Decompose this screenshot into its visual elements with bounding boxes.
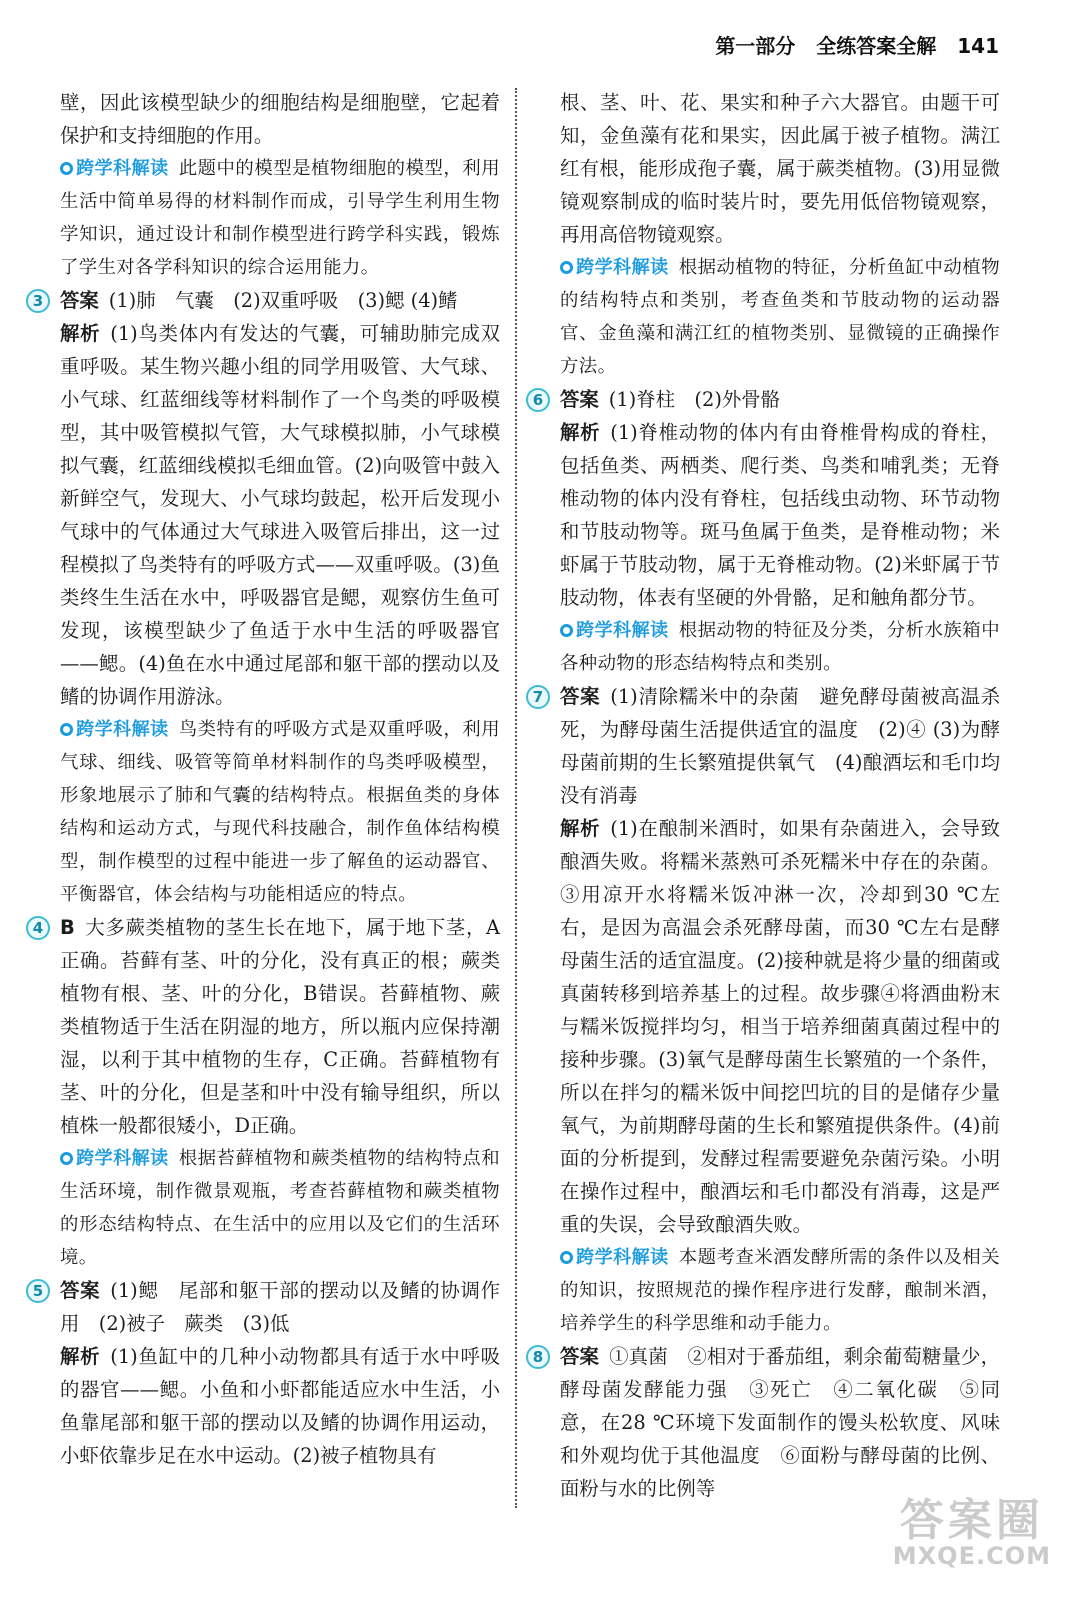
question-number: 6 [526,388,550,412]
question-number: 5 [26,1279,50,1303]
left-column [32,86,501,1472]
interdisciplinary-label: 跨学科解读 [60,1148,169,1169]
circle-icon [60,162,73,175]
question-number: 8 [526,1345,550,1369]
answer-choice: B [60,916,75,939]
question-number: 4 [26,916,50,940]
interdisciplinary-note: 跨学科解读 根据苔藓植物和蕨类植物的结构特点和生活环境，制作微景观瓶，考查苔藓植物和蕨类植物的形态结构特点、在生活中的应用以及它们的生活环境。 [60,1148,500,1268]
circle-icon [60,1152,73,1165]
interdisciplinary-label: 跨学科解读 [60,719,169,740]
question-4-answer: 4 B 大多蕨类植物的茎生长在地下，属于地下茎，A正确。苔藓有茎、叶的分化，没有真正的根；蕨类植物有根、茎、叶的分化，B错误。苔藓植物、蕨类植物适于生活在阴湿的地方，所以瓶内应保持潮湿，以利于其中植物的生存，C正确。苔藓植物有茎、叶的分化，但是茎和叶中没有输导组织，所以植株一般都很矮小，D正确。 [60,911,500,1142]
question-5-analysis: 解析 (1)鱼缸中的几种小动物都具有适于水中呼吸的器官——鳃。小鱼和小虾都能适应水中生活，小鱼靠尾部和躯干部的摆动以及鳍的协调作用运动，小虾依靠步足在水中运动。(2)被子植物具有 [60,1345,501,1467]
header-section: 第一部分 [715,34,796,58]
interdisciplinary-label: 跨学科解读 [560,620,669,641]
answer-label: 答案 [560,388,599,411]
circle-icon [560,624,573,637]
continued-text: 根、茎、叶、花、果实和种子六大器官。由题干可知，金鱼藻有花和果实，因此属于被子植物。满江红有根，能形成孢子囊，属于蕨类植物。(3)用显微镜观察制成的临时装片时，要先用低倍物镜观察，再用高倍物镜观察。 [560,91,1000,246]
answer-label: 答案 [60,289,99,312]
interdisciplinary-label: 跨学科解读 [60,158,169,179]
question-7-answer: 7 答案 (1)清除糯米中的杂菌 避免酵母菌被高温杀死，为酵母菌生活提供适宜的温度 (2)④ (3)为酵母菌前期的生长繁殖提供氧气 (4)酿酒坛和毛巾均没有消毒 [560,680,1000,812]
page-header [701,30,999,59]
question-number: 3 [26,289,50,313]
answer-label: 答案 [560,1345,600,1368]
interdisciplinary-label: 跨学科解读 [560,257,669,278]
interdisciplinary-label: 跨学科解读 [560,1247,669,1268]
circle-icon [560,261,573,274]
question-3-answer: 3 答案 (1)肺 气囊 (2)双重呼吸 (3)鳃 (4)鳍 [60,284,500,317]
interdisciplinary-note: 跨学科解读 根据动物的特征及分类，分析水族箱中各种动物的形态结构特点和类别。 [560,620,1000,674]
watermark-title: 答案圈 [899,1495,1044,1546]
analysis-label: 解析 [60,1345,101,1368]
answer-label: 答案 [560,685,601,708]
analysis-label: 解析 [560,421,601,444]
right-column [532,86,1001,1505]
interdisciplinary-note: 跨学科解读 此题中的模型是植物细胞的模型，利用生活中简单易得的材料制作而成，引导学生利用生物学知识，通过设计和制作模型进行跨学科实践，锻炼了学生对各学科知识的综合运用能力。 [60,158,500,278]
question-8-answer: 8 答案 ①真菌 ②相对于番茄组，剩余葡萄糖量少，酵母菌发酵能力强 ③死亡 ④二氧化碳 ⑤同意，在28 ℃环境下发面制作的馒头松软度、风味和外观均优于其他温度 ⑥面粉与酵母菌的比例、面粉与水的比例等 [560,1340,1000,1505]
analysis-label: 解析 [560,817,601,840]
interdisciplinary-note: 跨学科解读 鸟类特有的呼吸方式是双重呼吸，利用气球、细线、吸管等简单材料制作的鸟类呼吸模型，形象地展示了肺和气囊的结构特点。根据鱼类的身体结构和运动方式，与现代科技融合，制作鱼体结构模型，制作模型的过程中能进一步了解鱼的运动器官、平衡器官，体会结构与功能相适应的特点。 [60,719,500,905]
continued-text: 壁，因此该模型缺少的细胞结构是细胞壁，它起着保护和支持细胞的作用。 [60,91,500,147]
answer-label: 答案 [60,1279,101,1302]
question-6-analysis: 解析 (1)脊椎动物的体内有由脊椎骨构成的脊柱，包括鱼类、两栖类、爬行类、鸟类和哺乳类；无脊椎动物的体内没有脊柱，包括线虫动物、环节动物和节肢动物等。斑马鱼属于鱼类，是脊椎动物；米虾属于节肢动物，属于无脊椎动物。(2)米虾属于节肢动物，体表有坚硬的外骨骼，足和触角都分节。 [560,421,1001,609]
interdisciplinary-note: 跨学科解读 根据动植物的特征，分析鱼缸中动植物的结构特点和类别，考查鱼类和节肢动物的运动器官、金鱼藻和满江红的植物类别、显微镜的正确操作方法。 [560,257,1000,377]
watermark-logo [893,1484,1051,1570]
page-number: 141 [957,34,999,58]
question-number: 7 [526,685,550,709]
question-3-analysis: 解析 (1)鸟类体内有发达的气囊，可辅助肺完成双重呼吸。某生物兴趣小组的同学用吸管、大气球、小气球、红蓝细线等材料制作了一个鸟类的呼吸模型，其中吸管模拟气管，大气球模拟肺，小气球模拟气囊，红蓝细线模拟毛细血管。(2)向吸管中鼓入新鲜空气，发现大、小气球均鼓起，松开后发现小气球中的气体通过大气球进入吸管后排出，这一过程模拟了鸟类特有的呼吸方式——双重呼吸。(3)鱼类终生生活在水中，呼吸器官是鳃，观察仿生鱼可发现，该模型缺少了鱼适于水中生活的呼吸器官——鳃。(4)鱼在水中通过尾部和躯干部的摆动以及鳍的协调作用游泳。 [60,322,501,708]
circle-icon [560,1251,573,1264]
question-6-answer: 6 答案 (1)脊柱 (2)外骨骼 [560,383,1000,416]
circle-icon [60,723,73,736]
question-7-analysis: 解析 (1)在酿制米酒时，如果有杂菌进入，会导致酿酒失败。将糯米蒸熟可杀死糯米中存在的杂菌。③用凉开水将糯米饭冲淋一次，冷却到30 ℃左右，是因为高温会杀死酵母菌，而30 ℃左右是酵母菌生活的适宜温度。(2)接种就是将少量的细菌或真菌转移到培养基上的过程。故步骤④将酒曲粉末与糯米饭搅拌均匀，相当于培养细菌真菌过程中的接种步骤。(3)氧气是酵母菌生长繁殖的一个条件，所以在拌匀的糯米饭中间挖凹坑的目的是储存少量氧气，为前期酵母菌的生长和繁殖提供条件。(4)前面的分析提到，发酵过程需要避免杂菌污染。小明在操作过程中，酿酒坛和毛巾都没有消毒，这是严重的失误，会导致酿酒失败。 [560,817,1001,1236]
interdisciplinary-note: 跨学科解读 本题考查米酒发酵所需的条件以及相关的知识，按照规范的操作程序进行发酵，酿制米酒，培养学生的科学思维和动手能力。 [560,1247,1000,1334]
header-title: 全练答案全解 [816,34,937,58]
question-5-answer: 5 答案 (1)鳃 尾部和躯干部的摆动以及鳍的协调作用 (2)被子 蕨类 (3)低 [60,1274,500,1340]
column-divider [515,88,517,1508]
watermark-domain: MXQE.COM [892,1542,1051,1570]
analysis-label: 解析 [60,322,101,345]
